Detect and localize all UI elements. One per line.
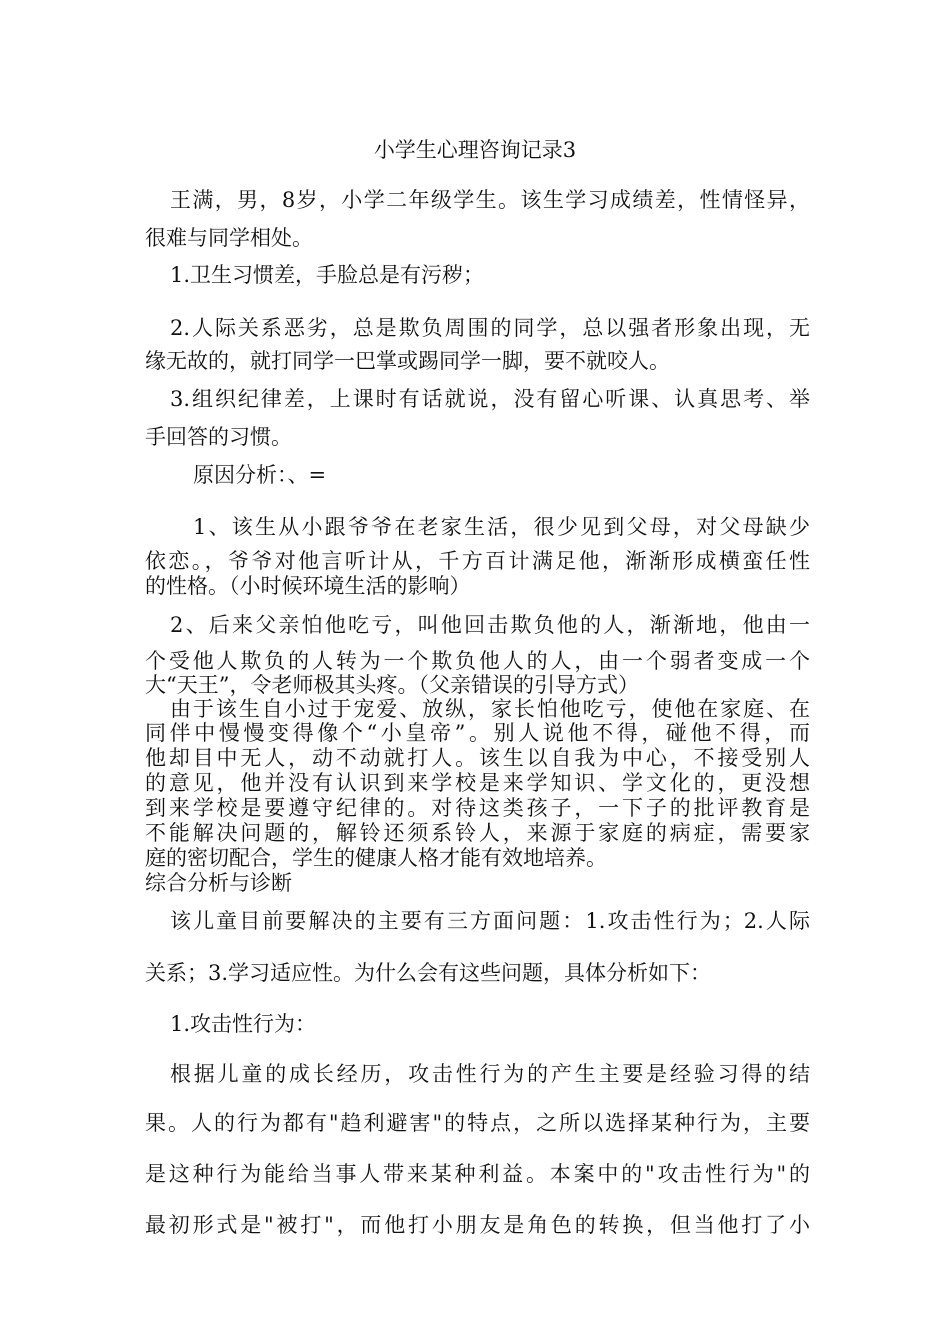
text-line: 王满，男，8岁，小学二年级学生。该生学习成绩差，性情怪异，	[170, 188, 810, 212]
text-line: 大“天王”，令老师极其头疼。（父亲错误的引导方式）	[145, 673, 639, 697]
text-line: 他却目中无人，动不动就打人。该生以自我为中心，不接受别人	[145, 746, 810, 770]
text-line: 的性格。（小时候环境生活的影响）	[145, 574, 471, 598]
text-line: 3.组织纪律差，上课时有话就说，没有留心听课、认真思考、举	[170, 387, 810, 411]
text-line: 2.人际关系恶劣，总是欺负周围的同学，总以强者形象出现，无	[170, 316, 810, 340]
text-line: 1.卫生习惯差，手脸总是有污秽；	[170, 263, 485, 287]
text-line: 根据儿童的成长经历，攻击性行为的产生主要是经验习得的结	[170, 1062, 810, 1086]
text-line: 1.攻击性行为：	[170, 1012, 317, 1036]
text-line: 最初形式是"被打"，而他打小朋友是角色的转换，但当他打了小	[145, 1213, 810, 1237]
text-line: 到来学校是要遵守纪律的。对待这类孩子，一下子的批评教育是	[145, 796, 810, 820]
text-line: 由于该生自小过于宠爱、放纵，家长怕他吃亏，使他在家庭、在	[170, 697, 810, 721]
text-line: 庭的密切配合，学生的健康人格才能有效地培养。	[145, 846, 607, 870]
text-line: 同伴中慢慢变得像个“小皇帝”。别人说他不得，碰他不得，而	[145, 721, 810, 745]
text-line: 果。人的行为都有"趋利避害"的特点，之所以选择某种行为，主要	[145, 1111, 810, 1135]
text-line: 不能解决问题的，解铃还须系铃人，来源于家庭的病症，需要家	[145, 821, 810, 845]
text-line: 关系；3.学习适应性。为什么会有这些问题，具体分析如下：	[145, 961, 712, 985]
text-line: 原因分析：、=	[193, 463, 327, 487]
text-line: 2、后来父亲怕他吃亏，叫他回击欺负他的人，渐渐地，他由一	[170, 613, 810, 637]
text-line: 缘无故的，就打同学一巴掌或踢同学一脚，要不就咬人。	[145, 349, 670, 373]
text-line: 的意见，他并没有认识到来学校是来学知识、学文化的，更没想	[145, 771, 810, 795]
document-title: 小学生心理咨询记录3	[373, 138, 577, 162]
text-line: 依恋。，爷爷对他言听计从，千方百计满足他，渐渐形成横蛮任性	[145, 549, 810, 573]
text-line: 个受他人欺负的人转为一个欺负他人的人，由一个弱者变成一个	[145, 649, 810, 673]
text-line: 手回答的习惯。	[145, 425, 292, 449]
text-line: 是这种行为能给当事人带来某种利益。本案中的"攻击性行为"的	[145, 1162, 810, 1186]
text-line: 1、该生从小跟爷爷在老家生活，很少见到父母，对父母缺少	[193, 515, 810, 539]
text-line: 很难与同学相处。	[145, 226, 313, 250]
text-line: 该儿童目前要解决的主要有三方面问题：1.攻击性行为；2.人际	[170, 909, 810, 933]
section-heading: 综合分析与诊断	[145, 871, 292, 895]
